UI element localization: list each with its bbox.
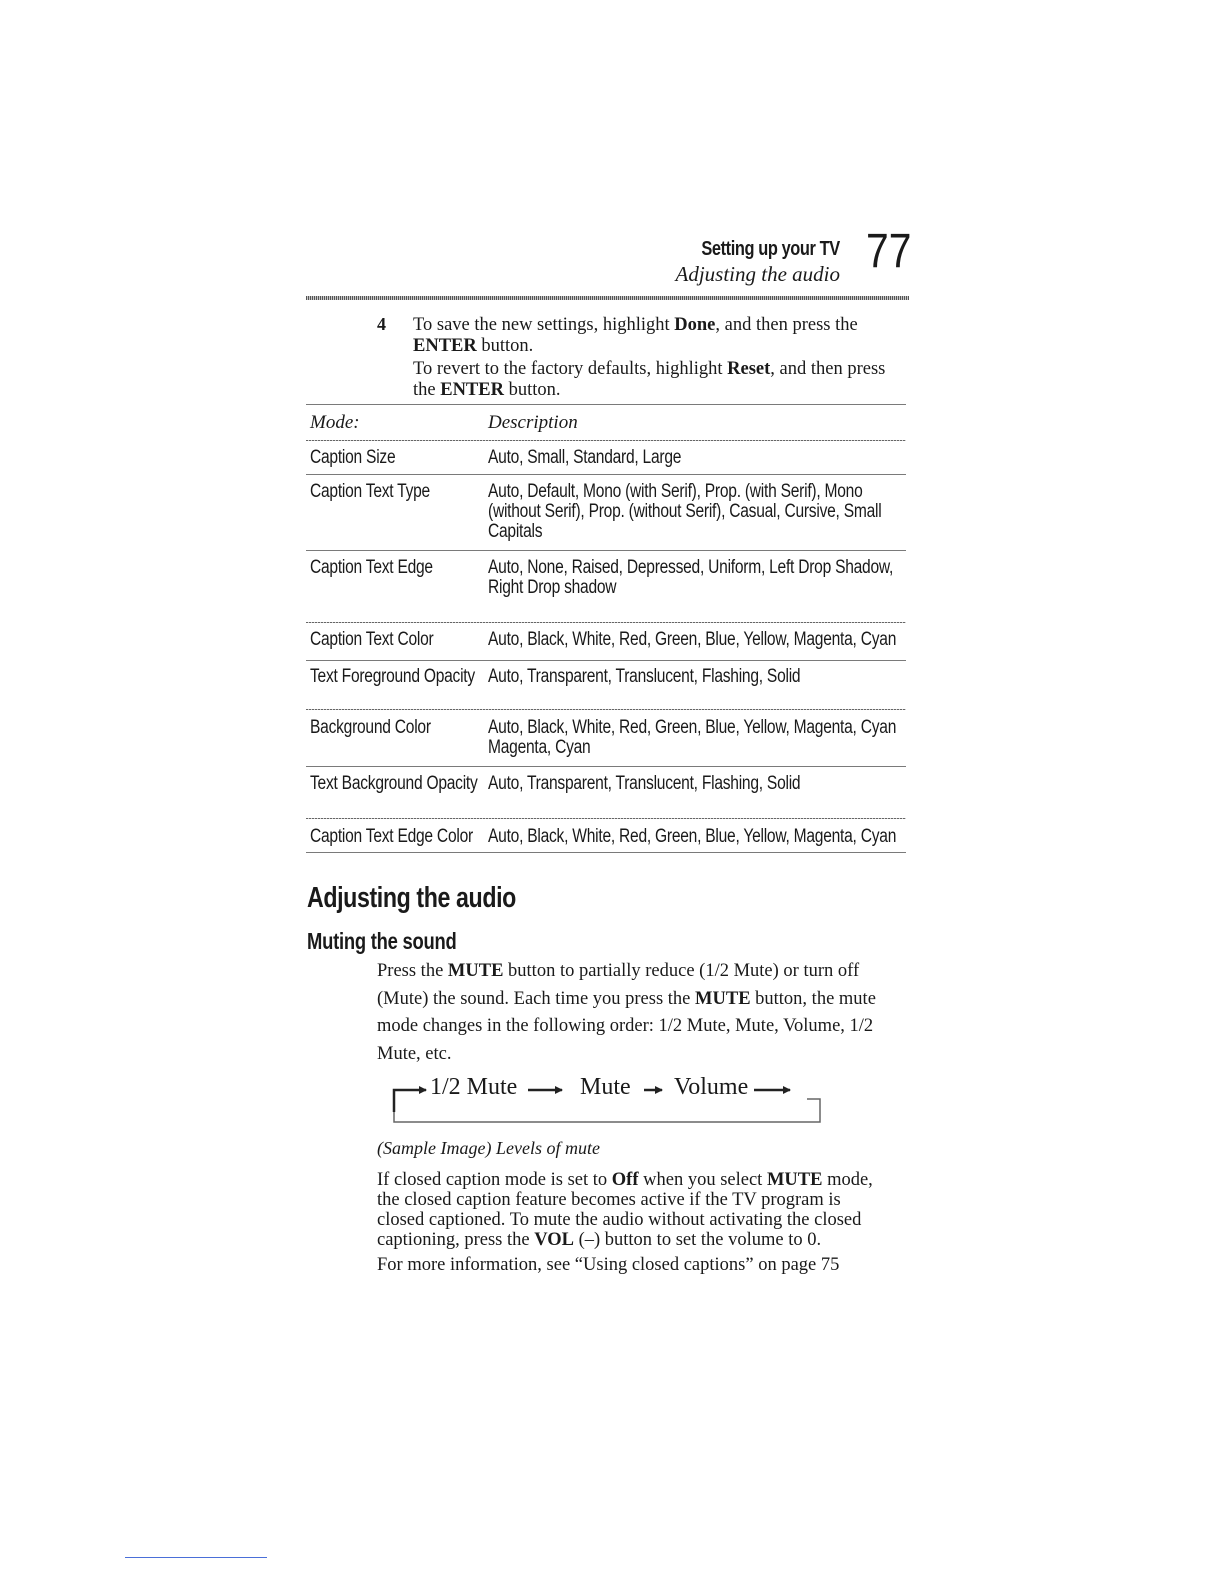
page-number: 77 — [866, 225, 912, 278]
mute-levels-diagram — [392, 1074, 824, 1124]
footer-rule — [125, 1557, 267, 1558]
table-rule — [306, 622, 906, 623]
mute-level-mute: Mute — [580, 1074, 631, 1100]
step-number: 4 — [377, 314, 386, 334]
table-header-description: Description — [488, 412, 578, 433]
table-row-desc: Auto, Default, Mono (with Serif), Prop. (with Serif), Mono — [488, 481, 863, 502]
step-save-line: To save the new settings, highlight Done, and then press the — [413, 315, 858, 335]
table-row-mode: Caption Size — [310, 447, 396, 468]
step-revert-line-2: the ENTER button. — [413, 380, 561, 400]
mute-level-volume: Volume — [674, 1074, 749, 1100]
section-heading: Adjusting the audio — [307, 882, 516, 914]
table-row-desc: Auto, Transparent, Translucent, Flashing, Solid — [488, 666, 801, 687]
mute-paragraph-line: mode changes in the following order: 1/2 Mute, Mute, Volume, 1/2 — [377, 1016, 874, 1036]
table-rule — [306, 440, 906, 441]
table-row-desc: Auto, Small, Standard, Large — [488, 447, 682, 468]
cc-paragraph-line: closed captioned. To mute the audio without activating the closed — [377, 1210, 862, 1230]
cc-paragraph-line: captioning, press the VOL (–) button to set the volume to 0. — [377, 1230, 822, 1250]
header-rule — [306, 296, 909, 300]
table-row-desc: Magenta, Cyan — [488, 737, 591, 758]
table-row-mode: Background Color — [310, 717, 431, 738]
table-rule — [306, 709, 906, 710]
table-rule — [306, 766, 906, 767]
table-row-desc: Capitals — [488, 521, 543, 542]
table-rule — [306, 852, 906, 853]
mute-level-half: 1/2 Mute — [430, 1074, 518, 1100]
table-row-desc: Auto, Transparent, Translucent, Flashing, Solid — [488, 773, 801, 794]
step-revert-line: To revert to the factory defaults, highlight Reset, and then press — [413, 359, 886, 379]
section-title: Setting up your TV — [701, 238, 840, 260]
table-row-desc: Right Drop shadow — [488, 577, 617, 598]
table-row-mode: Text Foreground Opacity — [310, 666, 475, 687]
table-row-desc: Auto, Black, White, Red, Green, Blue, Yellow, Magenta, Cyan — [488, 826, 897, 847]
table-row-mode: Text Background Opacity — [310, 773, 478, 794]
table-row-desc: Auto, None, Raised, Depressed, Uniform, Left Drop Shadow, — [488, 557, 894, 578]
table-rule — [306, 550, 906, 551]
table-rule — [306, 404, 906, 405]
table-row-desc: (without Serif), Prop. (without Serif), Casual, Cursive, Small — [488, 501, 882, 522]
table-row-mode: Caption Text Edge — [310, 557, 433, 578]
table-rule — [306, 474, 906, 475]
table-rule — [306, 818, 906, 819]
cc-paragraph-line: the closed caption feature becomes active if the TV program is — [377, 1190, 841, 1210]
diagram-caption: (Sample Image) Levels of mute — [377, 1138, 600, 1158]
table-header-mode: Mode: — [310, 412, 360, 433]
table-row-mode: Caption Text Type — [310, 481, 430, 502]
mute-paragraph-line: (Mute) the sound. Each time you press the MUTE button, the mute — [377, 989, 876, 1009]
table-row-mode: Caption Text Color — [310, 629, 434, 650]
table-row-desc: Auto, Black, White, Red, Green, Blue, Yellow, Magenta, Cyan — [488, 629, 897, 650]
mute-paragraph-line: Mute, etc. — [377, 1044, 452, 1064]
subsection-heading: Muting the sound — [307, 928, 457, 954]
cc-paragraph-line: If closed caption mode is set to Off when you select MUTE mode, — [377, 1170, 873, 1190]
cross-reference-line: For more information, see “Using closed captions” on page 75 — [377, 1255, 840, 1275]
mute-paragraph-line: Press the MUTE button to partially reduce (1/2 Mute) or turn off — [377, 961, 860, 981]
table-row-desc: Auto, Black, White, Red, Green, Blue, Yellow, Magenta, Cyan — [488, 717, 897, 738]
table-row-mode: Caption Text Edge Color — [310, 826, 473, 847]
step-save-line-2: ENTER button. — [413, 336, 534, 356]
table-rule — [306, 660, 906, 661]
subsection-title: Adjusting the audio — [675, 262, 840, 286]
